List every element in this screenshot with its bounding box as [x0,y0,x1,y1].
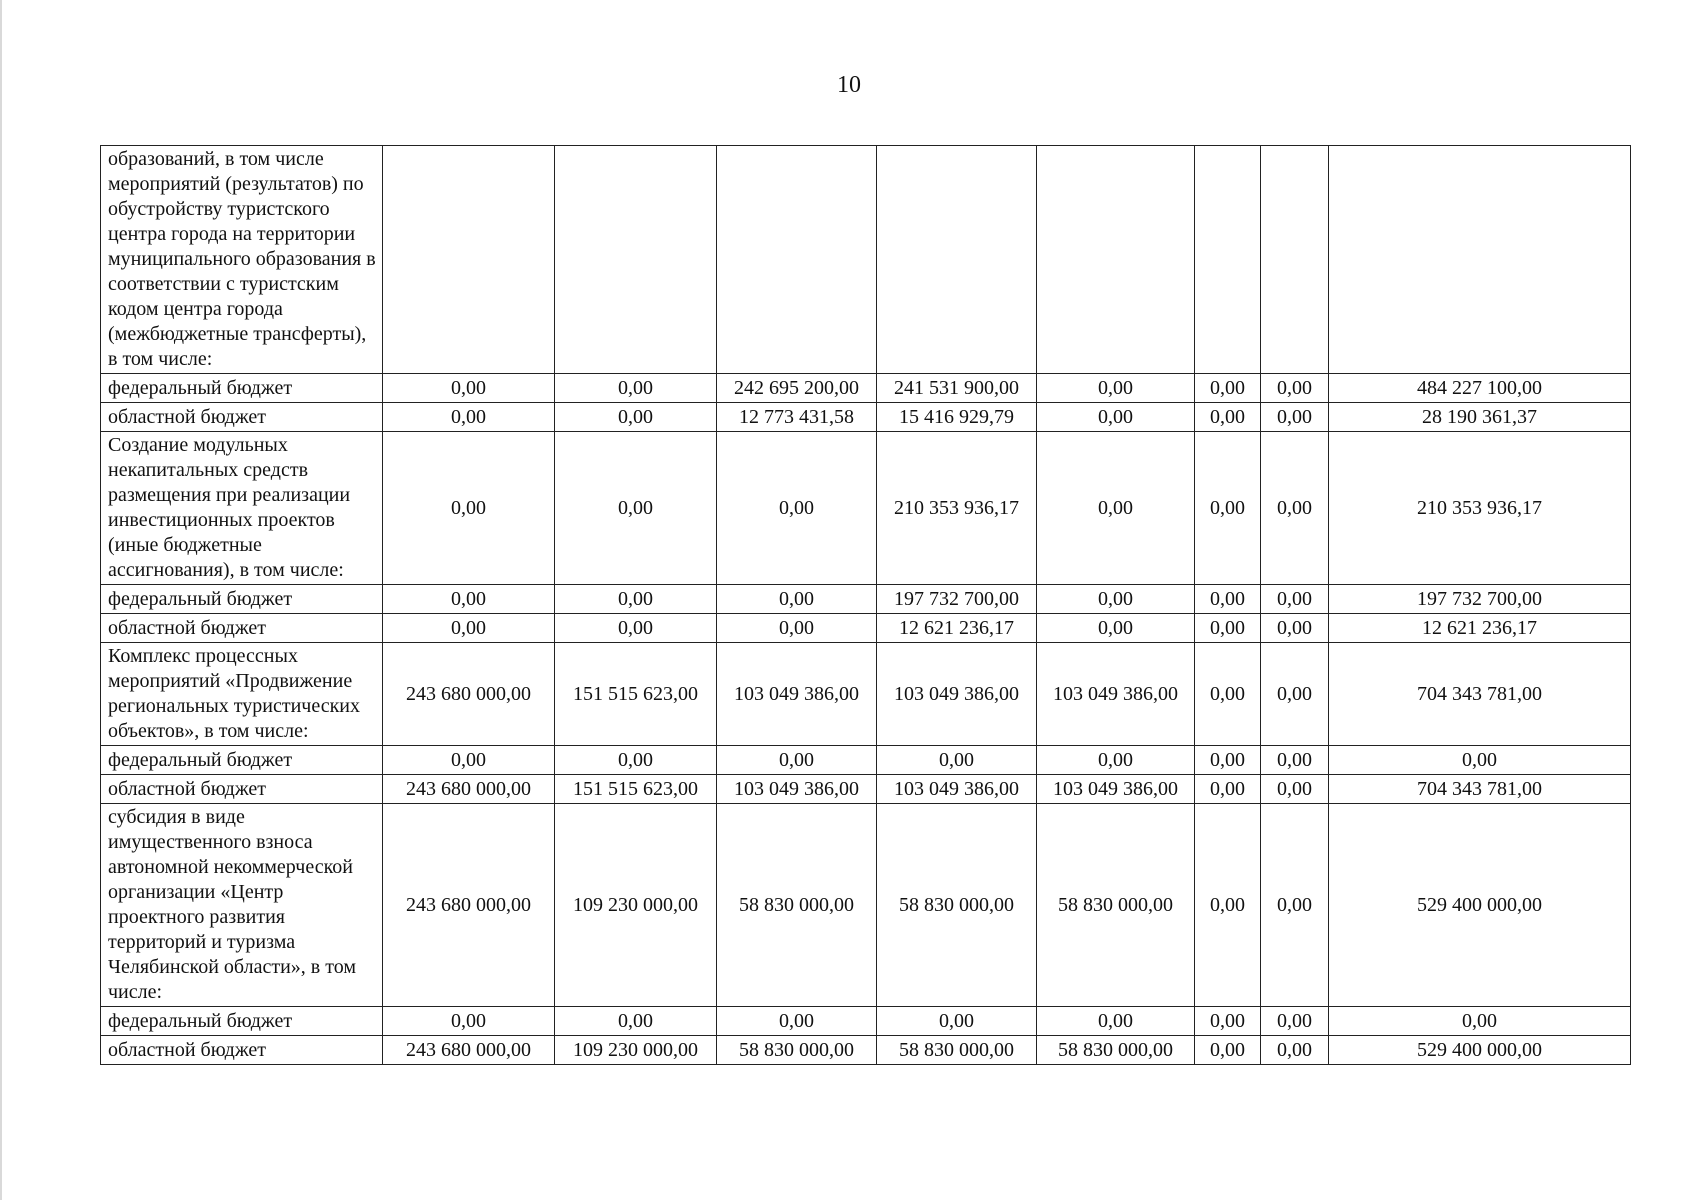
table-cell: 0,00 [1261,775,1329,804]
table-cell: 103 049 386,00 [1037,775,1195,804]
table-cell: 0,00 [555,746,717,775]
table-row [101,1036,1631,1065]
table-cell: 0,00 [1195,775,1261,804]
table-cell [1261,146,1329,374]
table-cell: 0,00 [1037,432,1195,585]
row-label: областной бюджет [101,1036,383,1065]
table-cell: 243 680 000,00 [383,804,555,1007]
table-cell: 109 230 000,00 [555,1036,717,1065]
row-label: областной бюджет [101,775,383,804]
budget-table-body [101,146,1631,1065]
table-cell [877,146,1037,374]
table-cell: 0,00 [1195,585,1261,614]
table-cell: 0,00 [555,614,717,643]
table-cell: 0,00 [1195,614,1261,643]
table-cell: 243 680 000,00 [383,1036,555,1065]
table-row [101,374,1631,403]
table-cell [555,146,717,374]
table-cell: 484 227 100,00 [1329,374,1631,403]
table-cell: 0,00 [383,374,555,403]
table-row [101,775,1631,804]
table-cell: 58 830 000,00 [717,1036,877,1065]
table-cell: 15 416 929,79 [877,403,1037,432]
table-cell: 704 343 781,00 [1329,643,1631,746]
budget-table [100,145,1631,1065]
table-row [101,643,1631,746]
row-label: федеральный бюджет [101,374,383,403]
table-cell: 0,00 [555,585,717,614]
table-cell: 103 049 386,00 [717,643,877,746]
table-cell: 0,00 [1037,585,1195,614]
table-cell: 0,00 [1329,746,1631,775]
table-cell: 103 049 386,00 [1037,643,1195,746]
table-cell: 58 830 000,00 [877,1036,1037,1065]
table-cell: 0,00 [877,746,1037,775]
table-cell: 0,00 [383,746,555,775]
table-cell: 103 049 386,00 [877,643,1037,746]
table-cell: 103 049 386,00 [877,775,1037,804]
table-cell: 0,00 [1195,746,1261,775]
table-cell: 151 515 623,00 [555,643,717,746]
table-cell: 0,00 [1329,1007,1631,1036]
row-label: областной бюджет [101,614,383,643]
table-cell: 109 230 000,00 [555,804,717,1007]
table-cell: 0,00 [1037,374,1195,403]
table-cell: 0,00 [383,614,555,643]
table-cell [383,146,555,374]
table-cell: 0,00 [1195,804,1261,1007]
table-cell: 0,00 [1261,746,1329,775]
table-cell: 0,00 [1261,374,1329,403]
table-cell: 0,00 [1195,374,1261,403]
table-cell: 0,00 [877,1007,1037,1036]
table-cell: 151 515 623,00 [555,775,717,804]
page-number: 10 [837,72,861,98]
table-cell [1329,146,1631,374]
scan-edge [0,0,2,1200]
table-cell [717,146,877,374]
table-cell: 529 400 000,00 [1329,1036,1631,1065]
table-cell: 210 353 936,17 [1329,432,1631,585]
table-cell: 0,00 [1261,403,1329,432]
table-cell: 0,00 [1037,1007,1195,1036]
table-cell: 0,00 [383,585,555,614]
table-cell: 0,00 [1261,643,1329,746]
table-cell: 58 830 000,00 [1037,1036,1195,1065]
table-row [101,746,1631,775]
table-row [101,614,1631,643]
table-cell: 0,00 [717,746,877,775]
table-cell: 0,00 [383,1007,555,1036]
row-label: образований, в том числе мероприятий (результатов) по обустройству туристского центра города на территории муниципального образования в соответствии с туристским кодом центра города (межбюджетные трансферты), в том числе: [101,146,383,374]
row-label: федеральный бюджет [101,585,383,614]
table-cell: 12 621 236,17 [877,614,1037,643]
row-label: федеральный бюджет [101,1007,383,1036]
table-cell: 243 680 000,00 [383,643,555,746]
table-cell: 58 830 000,00 [717,804,877,1007]
table-cell [1195,146,1261,374]
table-row [101,432,1631,585]
table-cell: 0,00 [1037,614,1195,643]
table-cell: 243 680 000,00 [383,775,555,804]
table-cell: 0,00 [383,403,555,432]
table-row [101,146,1631,374]
table-cell: 0,00 [1037,403,1195,432]
table-cell: 241 531 900,00 [877,374,1037,403]
table-cell: 0,00 [555,1007,717,1036]
table-row [101,403,1631,432]
row-label: Создание модульных некапитальных средств размещения при реализации инвестиционных проектов (иные бюджетные ассигнования), в том числе: [101,432,383,585]
table-cell: 0,00 [383,432,555,585]
table-cell: 0,00 [555,374,717,403]
table-cell: 529 400 000,00 [1329,804,1631,1007]
table-cell: 704 343 781,00 [1329,775,1631,804]
row-label: Комплекс процессных мероприятий «Продвижение региональных туристических объектов», в том числе: [101,643,383,746]
table-cell: 0,00 [1195,1036,1261,1065]
table-cell: 210 353 936,17 [877,432,1037,585]
table-cell: 0,00 [555,403,717,432]
table-cell: 197 732 700,00 [877,585,1037,614]
table-cell: 28 190 361,37 [1329,403,1631,432]
table-cell: 0,00 [717,614,877,643]
table-cell: 0,00 [1261,614,1329,643]
table-cell: 0,00 [717,432,877,585]
table-cell: 197 732 700,00 [1329,585,1631,614]
row-label: субсидия в виде имущественного взноса автономной некоммерческой организации «Центр проектного развития территорий и туризма Челябинской области», в том числе: [101,804,383,1007]
table-cell: 0,00 [717,585,877,614]
table-cell [1037,146,1195,374]
table-cell: 242 695 200,00 [717,374,877,403]
table-cell: 0,00 [717,1007,877,1036]
row-label: федеральный бюджет [101,746,383,775]
table-cell: 0,00 [1195,432,1261,585]
table-cell: 58 830 000,00 [877,804,1037,1007]
table-cell: 58 830 000,00 [1037,804,1195,1007]
row-label: областной бюджет [101,403,383,432]
table-cell: 12 621 236,17 [1329,614,1631,643]
table-cell: 0,00 [1037,746,1195,775]
table-cell: 0,00 [555,432,717,585]
table-row [101,804,1631,1007]
table-row [101,585,1631,614]
table-cell: 0,00 [1195,643,1261,746]
table-cell: 0,00 [1261,804,1329,1007]
table-row [101,1007,1631,1036]
table-cell: 0,00 [1261,585,1329,614]
table-cell: 12 773 431,58 [717,403,877,432]
table-cell: 0,00 [1261,1007,1329,1036]
table-cell: 0,00 [1195,1007,1261,1036]
table-cell: 0,00 [1261,432,1329,585]
table-cell: 0,00 [1195,403,1261,432]
table-cell: 103 049 386,00 [717,775,877,804]
table-cell: 0,00 [1261,1036,1329,1065]
